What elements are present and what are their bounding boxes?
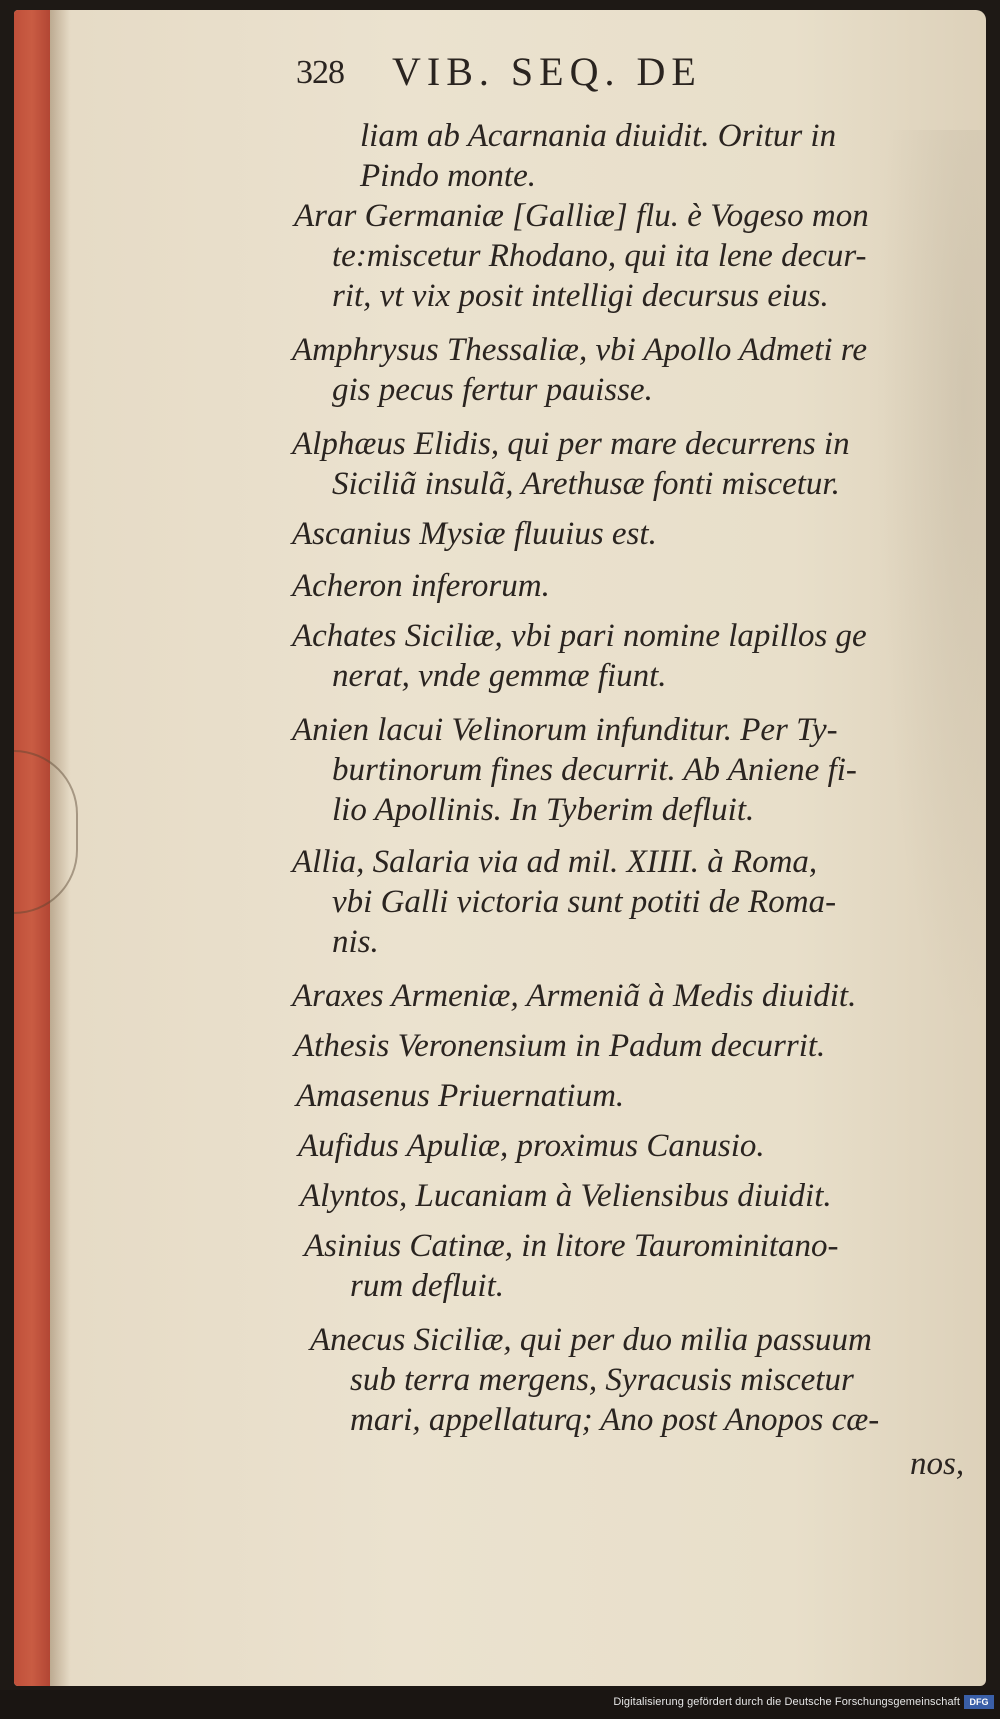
text-line: Athesis Veronensium in Padum decurrit. bbox=[294, 1028, 826, 1064]
text-line: Anien lacui Velinorum infunditur. Per Ty- bbox=[292, 712, 838, 748]
text-line: sub terra mergens, Syracusis miscetur bbox=[350, 1362, 854, 1398]
text-line: Amasenus Priuernatium. bbox=[296, 1078, 625, 1114]
text-line: vbi Galli victoria sunt potiti de Roma- bbox=[332, 884, 837, 920]
text-line: Acheron inferorum. bbox=[292, 568, 550, 604]
text-line: Asinius Catinæ, in litore Taurominitano- bbox=[304, 1228, 839, 1264]
text-line: Anecus Siciliæ, qui per duo milia passuum bbox=[310, 1322, 872, 1358]
page-number: 328 bbox=[296, 54, 344, 91]
text-line: Allia, Salaria via ad mil. XIIII. à Roma, bbox=[292, 844, 818, 880]
digitization-credit: Digitalisierung gefördert durch die Deutsche Forschungsgemeinschaft bbox=[613, 1696, 960, 1708]
text-line: mari, appellaturq; Ano post Anopos cæ- bbox=[350, 1402, 880, 1438]
text-line: Pindo monte. bbox=[360, 158, 536, 194]
text-line: rit, vt vix posit intelligi decursus eius. bbox=[332, 278, 829, 314]
catchword: nos, bbox=[910, 1446, 965, 1482]
text-line: nis. bbox=[332, 924, 379, 960]
text-line: lio Apollinis. In Tyberim defluit. bbox=[332, 792, 755, 828]
text-block bbox=[14, 10, 986, 1686]
running-head: VIB. SEQ. DE bbox=[392, 49, 702, 94]
text-line: Alyntos, Lucaniam à Veliensibus diuidit. bbox=[300, 1178, 832, 1214]
digitization-credit-bar bbox=[0, 1690, 1000, 1719]
text-line: Siciliã insulã, Arethusæ fonti miscetur. bbox=[332, 466, 840, 502]
text-line: Ascanius Mysiæ fluuius est. bbox=[292, 516, 657, 552]
text-line: Alphæus Elidis, qui per mare decurrens in bbox=[292, 426, 850, 462]
text-line: nerat, vnde gemmæ fiunt. bbox=[332, 658, 667, 694]
text-line: te:miscetur Rhodano, qui ita lene decur- bbox=[332, 238, 867, 274]
text-line: rum defluit. bbox=[350, 1268, 504, 1304]
text-line: Achates Siciliæ, vbi pari nomine lapillos ge bbox=[292, 618, 867, 654]
text-line: gis pecus fertur pauisse. bbox=[332, 372, 653, 408]
text-line: burtinorum fines decurrit. Ab Aniene fi- bbox=[332, 752, 857, 788]
text-line: liam ab Acarnania diuidit. Oritur in bbox=[360, 118, 837, 154]
book-page bbox=[14, 10, 986, 1686]
dfg-logo: DFG bbox=[964, 1695, 994, 1709]
text-line: Arar Germaniæ [Galliæ] flu. è Vogeso mon bbox=[294, 198, 869, 234]
text-line: Amphrysus Thessaliæ, vbi Apollo Admeti re bbox=[292, 332, 868, 368]
text-line: Araxes Armeniæ, Armeniã à Medis diuidit. bbox=[292, 978, 857, 1014]
text-line: Aufidus Apuliæ, proximus Canusio. bbox=[298, 1128, 765, 1164]
